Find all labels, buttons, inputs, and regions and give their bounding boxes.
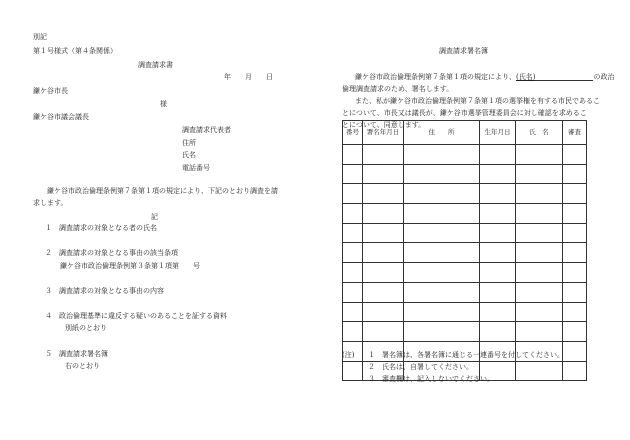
signature-cell[interactable] (363, 282, 404, 302)
signature-cell[interactable] (516, 204, 563, 224)
item-2: ２ 調査請求の対象となる事由の該当条項 (45, 249, 178, 257)
signature-table (342, 120, 587, 381)
signature-row (343, 322, 587, 342)
signature-cell[interactable] (516, 322, 563, 342)
signature-row (343, 164, 587, 184)
signature-cell[interactable] (343, 263, 363, 283)
signature-cell[interactable] (516, 223, 563, 243)
addressee-chair: 鎌ケ谷市議会議長 (33, 113, 89, 121)
signature-cell[interactable] (404, 282, 480, 302)
signature-cell[interactable] (363, 223, 404, 243)
signature-table-header (343, 121, 587, 145)
signature-cell[interactable] (516, 184, 563, 204)
signature-cell[interactable] (563, 145, 587, 165)
para1-text-b: の政治 (593, 73, 615, 81)
note-2: ２ 氏名は、自署してください。 (368, 363, 473, 371)
item-4-sub: 別紙のとおり (65, 324, 107, 332)
signature-cell[interactable] (516, 361, 563, 381)
header-number: 番号 (343, 121, 363, 145)
note-label: (注) (342, 351, 355, 359)
signature-row (343, 184, 587, 204)
item-2-sub: 鎌ケ谷市政治倫理条例第３条第１項第 号 (60, 262, 200, 270)
signature-cell[interactable] (480, 302, 516, 322)
signature-cell[interactable] (563, 263, 587, 283)
signature-cell[interactable] (404, 145, 480, 165)
header-review: 審査 (563, 121, 587, 145)
item-4: ４ 政治倫理基準に違反する疑いのあることを証する資料 (45, 312, 227, 320)
signature-row (343, 302, 587, 322)
signature-cell[interactable] (404, 263, 480, 283)
signature-cell[interactable] (563, 361, 587, 381)
signature-cell[interactable] (563, 341, 587, 361)
signature-cell[interactable] (363, 145, 404, 165)
sama-label: 様 (160, 100, 167, 108)
signature-cell[interactable] (343, 184, 363, 204)
para2-line3: とについて、同意します。 (342, 121, 426, 129)
signature-cell[interactable] (480, 282, 516, 302)
signature-cell[interactable] (404, 164, 480, 184)
form-title: 調査請求書 (138, 61, 173, 69)
signature-cell[interactable] (480, 223, 516, 243)
signature-cell[interactable] (480, 204, 516, 224)
signature-cell[interactable] (343, 361, 363, 381)
ki-label: 記 (151, 213, 158, 221)
item-3: ３ 調査請求の対象となる事由の内容 (45, 287, 164, 295)
signature-cell[interactable] (343, 322, 363, 342)
signature-cell[interactable] (343, 282, 363, 302)
header-sign-date: 署名年月日 (363, 121, 404, 145)
signature-cell[interactable] (516, 263, 563, 283)
signature-cell[interactable] (563, 302, 587, 322)
signature-cell[interactable] (480, 243, 516, 263)
form-number: 第１号様式（第４条関係） (33, 47, 117, 55)
item-5-sub: 右のとおり (65, 362, 100, 370)
signature-cell[interactable] (563, 282, 587, 302)
header-address: 住 所 (404, 121, 480, 145)
signature-cell[interactable] (404, 223, 480, 243)
signature-cell[interactable] (343, 223, 363, 243)
signature-cell[interactable] (363, 263, 404, 283)
para2-line2: とについて、市長又は議長が、鎌ケ谷市選挙管理委員会に対し確認を求めるこ (342, 109, 587, 117)
signature-cell[interactable] (404, 322, 480, 342)
signature-cell[interactable] (480, 263, 516, 283)
signature-table-body (343, 145, 587, 381)
signature-cell[interactable] (363, 164, 404, 184)
para1-line2: 倫理調査請求のため、署名します。 (342, 85, 454, 93)
signature-row (343, 282, 587, 302)
signature-cell[interactable] (516, 145, 563, 165)
signature-cell[interactable] (563, 164, 587, 184)
para2-line1: また、私が鎌ケ谷市政治倫理条例第７条第１項の選挙権を有する市民であるこ (355, 97, 600, 105)
signature-cell[interactable] (363, 322, 404, 342)
item-5: ５ 調査請求署名簿 (45, 350, 108, 358)
item-1: １ 調査請求の対象となる者の氏名 (45, 224, 157, 232)
signature-row (343, 223, 587, 243)
signature-cell[interactable] (480, 164, 516, 184)
para1-name-placeholder: (氏名) (516, 73, 536, 81)
signature-cell[interactable] (363, 184, 404, 204)
date-line: 年 月 日 (224, 73, 273, 81)
note-3: ３ 審査欄は、記入しないでください。 (368, 375, 494, 383)
body-text-line1: 鎌ケ谷市政治倫理条例第７条第１項の規定により、下記のとおり調査を請 (47, 187, 278, 195)
signature-cell[interactable] (516, 243, 563, 263)
phone-label: 電話番号 (182, 164, 210, 172)
signature-row (343, 263, 587, 283)
signature-cell[interactable] (363, 302, 404, 322)
signature-cell[interactable] (404, 302, 480, 322)
header-name: 氏 名 (516, 121, 563, 145)
signature-cell[interactable] (404, 204, 480, 224)
signature-cell[interactable] (480, 145, 516, 165)
betsuki-label: 別記 (33, 33, 47, 41)
para1-line1 (355, 73, 614, 81)
signature-cell[interactable] (343, 243, 363, 263)
signature-cell[interactable] (516, 302, 563, 322)
body-text-line2: 求します。 (33, 199, 68, 207)
address-label: 住所 (182, 139, 196, 147)
name-blank-line (535, 73, 593, 81)
signature-cell[interactable] (563, 322, 587, 342)
signature-row (343, 243, 587, 263)
signature-cell[interactable] (563, 184, 587, 204)
name-label: 氏名 (182, 151, 196, 159)
para1-text-a: 鎌ケ谷市政治倫理条例第７条第１項の規定により、 (355, 73, 516, 81)
signature-cell[interactable] (480, 322, 516, 342)
signature-cell[interactable] (563, 243, 587, 263)
signature-cell[interactable] (343, 302, 363, 322)
signature-cell[interactable] (404, 184, 480, 204)
addressee-mayor: 鎌ケ谷市長 (33, 87, 68, 95)
representative-label: 調査請求代表者 (182, 126, 231, 134)
header-birthdate: 生年月日 (480, 121, 516, 145)
note-1: １ 署名簿は、各署名簿に通じる一連番号を付してください。 (368, 351, 564, 359)
signature-cell[interactable] (343, 164, 363, 184)
signature-cell[interactable] (363, 204, 404, 224)
signature-cell[interactable] (343, 145, 363, 165)
signature-cell[interactable] (404, 243, 480, 263)
signature-row (343, 145, 587, 165)
signature-cell[interactable] (480, 184, 516, 204)
signature-cell[interactable] (563, 204, 587, 224)
signature-cell[interactable] (363, 243, 404, 263)
signature-cell[interactable] (563, 223, 587, 243)
signature-cell[interactable] (516, 282, 563, 302)
signature-list-title: 調査請求署名簿 (439, 47, 488, 55)
signature-row (343, 204, 587, 224)
signature-cell[interactable] (516, 164, 563, 184)
signature-cell[interactable] (343, 204, 363, 224)
